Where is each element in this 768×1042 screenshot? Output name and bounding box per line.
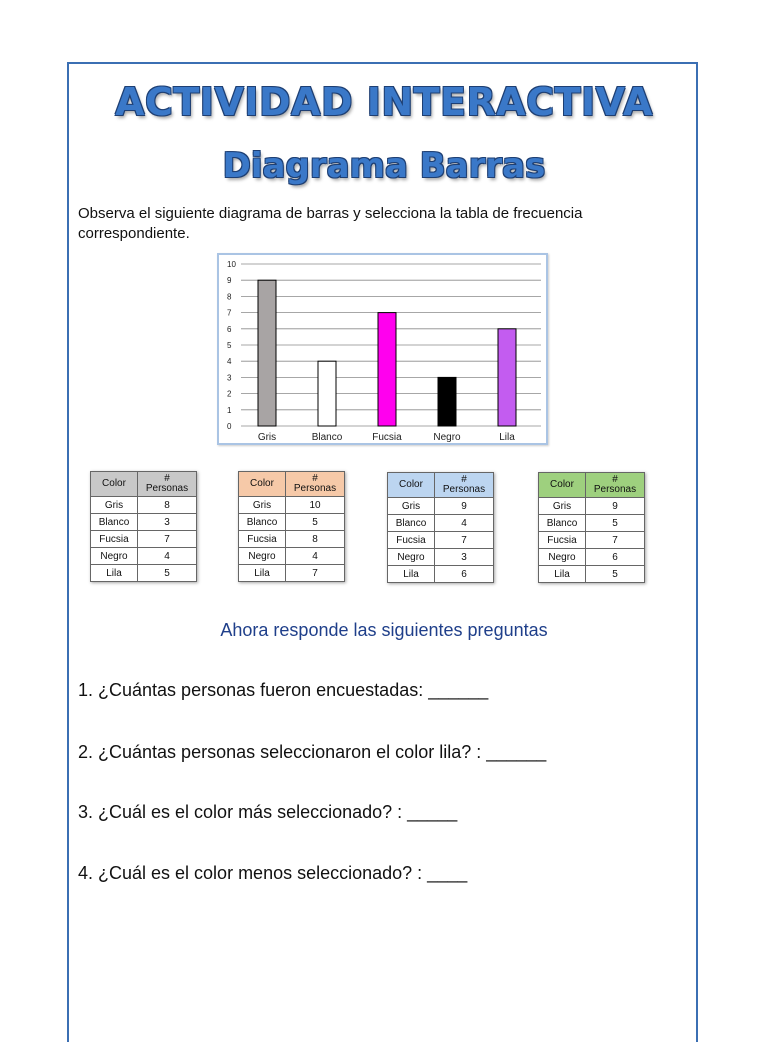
color-cell: Lila xyxy=(239,565,286,582)
table-row xyxy=(539,549,645,566)
question-4[interactable]: 4. ¿Cuál es el color menos seleccionado? : ____ xyxy=(78,863,468,883)
table-row xyxy=(239,565,345,582)
y-tick-label: 10 xyxy=(227,260,236,269)
count-cell: 9 xyxy=(435,498,494,515)
table-header-personas: # Personas xyxy=(435,473,494,498)
color-cell: Fucsia xyxy=(539,532,586,549)
count-cell: 4 xyxy=(435,515,494,532)
question-3[interactable]: 3. ¿Cuál es el color más seleccionado? : _____ xyxy=(78,802,458,822)
table-row xyxy=(91,514,197,531)
y-tick-label: 1 xyxy=(227,405,232,415)
color-cell: Fucsia xyxy=(388,532,435,549)
table-row xyxy=(539,515,645,532)
page-title: ACTIVIDAD INTERACTIVA xyxy=(115,80,653,124)
instructions-text: Observa el siguiente diagrama de barras y selecciona la tabla de frecuencia correspondiente. xyxy=(78,205,583,242)
bar-gris xyxy=(258,280,276,426)
table-header-personas: # Personas xyxy=(586,473,645,498)
y-tick-label: 9 xyxy=(227,276,232,286)
count-cell: 7 xyxy=(138,531,197,548)
color-cell: Fucsia xyxy=(239,531,286,548)
table-header-personas: # Personas xyxy=(286,472,345,497)
count-cell: 7 xyxy=(586,532,645,549)
table-row xyxy=(239,497,345,514)
table-header-personas: # Personas xyxy=(138,472,197,497)
x-category-label: Blanco xyxy=(311,432,343,443)
count-cell: 5 xyxy=(586,566,645,583)
bar-chart-svg xyxy=(219,255,546,443)
color-cell: Blanco xyxy=(388,515,435,532)
count-cell: 3 xyxy=(138,514,197,531)
bar-negro xyxy=(438,377,456,426)
color-cell: Negro xyxy=(91,548,138,565)
color-cell: Gris xyxy=(388,498,435,515)
x-category-label: Negro xyxy=(433,432,461,443)
table-row xyxy=(388,549,494,566)
color-cell: Lila xyxy=(91,565,138,582)
frequency-table-option-3[interactable] xyxy=(387,472,494,583)
table-row xyxy=(91,548,197,565)
table-row xyxy=(388,498,494,515)
count-cell: 5 xyxy=(286,514,345,531)
x-category-label: Lila xyxy=(499,432,515,443)
count-cell: 7 xyxy=(435,532,494,549)
y-tick-label: 6 xyxy=(227,324,232,334)
count-cell: 6 xyxy=(435,566,494,583)
table-row xyxy=(91,531,197,548)
y-tick-label: 7 xyxy=(227,308,232,318)
color-cell: Negro xyxy=(239,548,286,565)
frequency-table-option-1[interactable] xyxy=(90,471,197,582)
table-row xyxy=(91,565,197,582)
count-cell: 7 xyxy=(286,565,345,582)
count-cell: 9 xyxy=(586,498,645,515)
table-header-color: Color xyxy=(539,473,586,498)
x-category-label: Gris xyxy=(257,432,277,443)
table-header-color: Color xyxy=(91,472,138,497)
table-row xyxy=(539,498,645,515)
y-tick-label: 3 xyxy=(227,373,232,383)
table-row xyxy=(388,515,494,532)
table-row xyxy=(539,566,645,583)
questions-heading: Ahora responde las siguientes preguntas xyxy=(220,620,548,640)
table-header-color: Color xyxy=(388,473,435,498)
table-row xyxy=(91,497,197,514)
bar-fucsia xyxy=(378,313,396,426)
count-cell: 5 xyxy=(138,565,197,582)
y-tick-label: 4 xyxy=(227,357,232,367)
count-cell: 6 xyxy=(586,549,645,566)
table-row xyxy=(239,514,345,531)
color-cell: Gris xyxy=(91,497,138,514)
count-cell: 8 xyxy=(138,497,197,514)
color-cell: Blanco xyxy=(539,515,586,532)
table-row xyxy=(539,532,645,549)
color-cell: Negro xyxy=(388,549,435,566)
x-category-label: Fucsia xyxy=(372,432,402,443)
color-cell: Lila xyxy=(539,566,586,583)
question-2[interactable]: 2. ¿Cuántas personas seleccionaron el color lila? : ______ xyxy=(78,742,547,762)
count-cell: 5 xyxy=(586,515,645,532)
y-tick-label: 2 xyxy=(227,389,232,399)
color-cell: Gris xyxy=(239,497,286,514)
frequency-table-option-4[interactable] xyxy=(538,472,645,583)
table-row xyxy=(388,566,494,583)
bar-blanco xyxy=(318,361,336,426)
y-tick-label: 5 xyxy=(227,341,232,350)
count-cell: 4 xyxy=(286,548,345,565)
y-tick-label: 0 xyxy=(227,422,232,431)
table-row xyxy=(388,532,494,549)
page-subtitle: Diagrama Barras xyxy=(222,146,546,186)
color-cell: Blanco xyxy=(239,514,286,531)
color-cell: Gris xyxy=(539,498,586,515)
question-1[interactable]: 1. ¿Cuántas personas fueron encuestadas: ______ xyxy=(78,680,489,700)
color-cell: Blanco xyxy=(91,514,138,531)
color-cell: Lila xyxy=(388,566,435,583)
table-row xyxy=(239,531,345,548)
bar-chart xyxy=(217,253,548,445)
count-cell: 3 xyxy=(435,549,494,566)
y-tick-label: 8 xyxy=(227,292,232,302)
color-cell: Fucsia xyxy=(91,531,138,548)
bar-lila xyxy=(498,329,516,426)
frequency-table-option-2[interactable] xyxy=(238,471,345,582)
table-row xyxy=(239,548,345,565)
count-cell: 8 xyxy=(286,531,345,548)
count-cell: 10 xyxy=(286,497,345,514)
color-cell: Negro xyxy=(539,549,586,566)
table-header-color: Color xyxy=(239,472,286,497)
count-cell: 4 xyxy=(138,548,197,565)
